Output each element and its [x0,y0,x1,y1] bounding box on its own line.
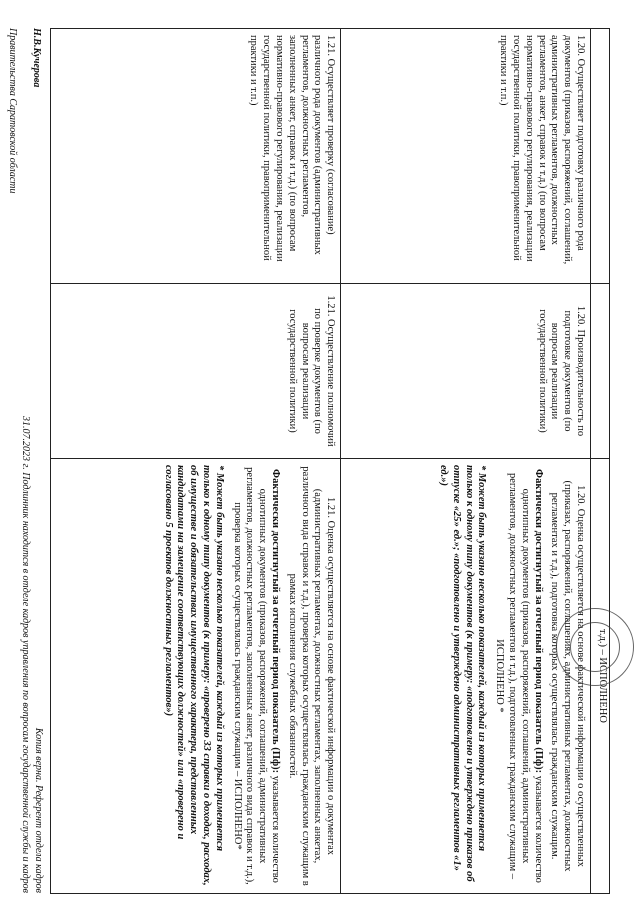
fact-indicator-lead: Фактически достигнутый за отчетный период показатель (Пф): [269,469,281,774]
kpi-table [50,28,610,894]
fact-indicator-text: указывается количество однотипных документов (приказов, распоряжений, соглашений, административных регламентов, должностных регламентов и т.д.), подготовленных гражданским служащим – ИСПОЛНЕНО * [494,472,544,883]
fact-indicator [492,465,543,887]
duty-cell: 1.20. Осуществляет подготовку различного рода документов (приказов, распоряжений, соглашений, административных регламентов, должностных регламентов, анкет, справок и т.д.) (по вопросам нормативно-правового регулирования, реализации государственной политики, правоприменительной практики и т.п.) [341,29,591,284]
fact-indicator-text: указывается количество однотипных документов (приказов, распоряжений, соглашений, административных регламентов, должностных регламентов, заполненных анкет, различного вида справок и т.д.), проверка которых осуществлялась гражданским служащим – ИСПОЛНЕНО* [231,467,281,885]
table-row [591,29,610,894]
indicator-cell: 1.21. Осуществление полномочий по проверке документов (по вопросам реализации государственной политики) [51,284,341,459]
table-row [341,29,591,894]
certification-line: 31.07.2023 г. Подлинник находится в отделе кадров управления по вопросам государственной службы и кадров [20,415,31,893]
duty-cell: 1.21. Осуществляет проверку (согласование) различного рода документов (административных регламентов, должностных регламентов, заполненных анкет, справок и т.д.) (по вопросам нормативно-правового регулирования, реализации государственной политики, правоприменительной практики и т.п.) [51,29,341,284]
certification-line: Копия верна. Референт отдела кадров [33,727,44,893]
evaluation-cell [51,459,341,894]
table-row [51,29,341,894]
continued-cell: т.д.) – ИСПОЛНЕНО [591,459,610,894]
fact-indicator [230,465,281,887]
fact-indicator-lead: Фактически достигнутый за отчетный период показатель (Пф): [532,469,544,774]
signature: Н.В.Кучерова [31,28,42,88]
footnote: * Может быть указано несколько показателей, каждый из которых применяется только к одному типу документов (к примеру: «проверено 33 справки о доходах, расходах, об имуществе и обязательствах имущественного характера, представленных кандидатами на замещение соответствующих должностей» или «проверено и согласовано 5 проектов должностных регламентов») [162,465,225,886]
evaluation-text: 1.21. Оценка осуществляется на основе фактической информации о документах (административных регламентах, должностных регламентах, заполненных анкетах, различного вида справок и т.д.), проверка которых осуществлялась гражданским служащим в рамках исполнения служебных обязанностей. [286,466,337,886]
footnote: * Может быть указано несколько показателей, каждый из которых применяется только к одному типу документов (к примеру: «подготовлено и утверждено приказов об отпуске «25» ед.»; «подготовлено и утверждено административных регламентов «1» ед.») [438,465,488,882]
indicator-cell: 1.20. Производительность по подготовке документов (по вопросам реализации государственной политики) [341,284,591,459]
evaluation-text: 1.20. Оценка осуществляется на основе фактической информации о осуществленных (приказах, распоряжений, соглашениях, административных регламентах, должностных регламентах и т.д.), подготовка которых осуществлялась гражданским служащим. [549,480,586,872]
official-stamp [556,608,634,686]
certification-line: Правительства Саратовской области [7,28,18,194]
evaluation-cell [341,459,591,894]
